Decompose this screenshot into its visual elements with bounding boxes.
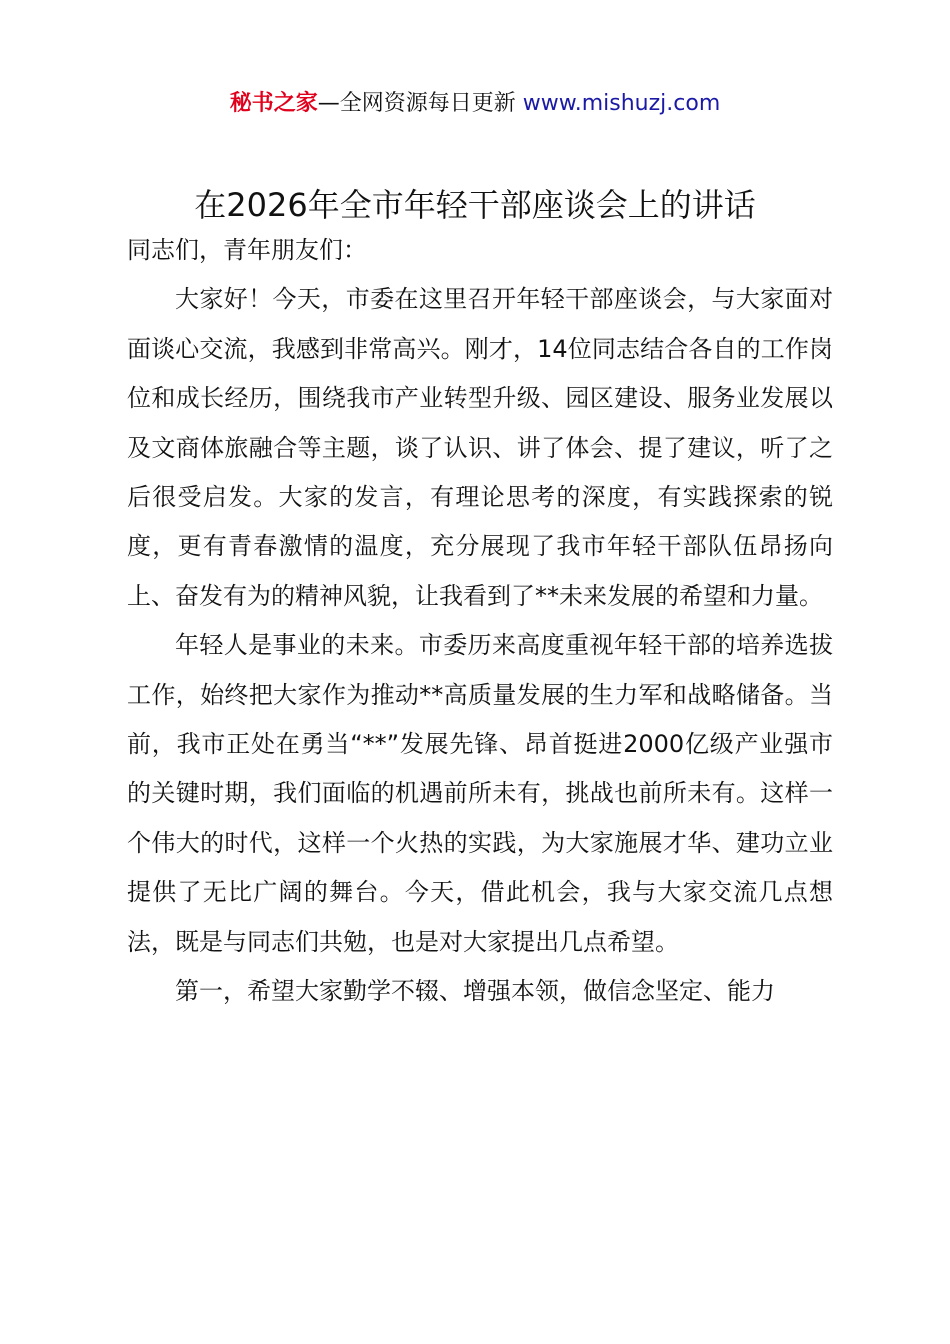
site-header — [0, 86, 950, 122]
paragraph-2: 年轻人是事业的未来。市委历来高度重视年轻干部的培养选拔工作，始终把大家作为推动**高质量发展的生力军和战略储备。当前，我市正处在勇当“**”发展先锋、昂首挺进2000亿级产业强市的关键时期，我们面临的机遇前所未有，挑战也前所未有。这样一个伟大的时代，这样一个火热的实践，为大家施展才华、建功立业提供了无比广阔的舞台。今天，借此机会，我与大家交流几点想法，既是与同志们共勉，也是对大家提出几点希望。 — [127, 631, 833, 956]
site-url-link[interactable]: www.mishuzj.com — [522, 91, 721, 116]
header-tagline: —全网资源每日更新 — [317, 91, 516, 116]
paragraph-1: 大家好！今天，市委在这里召开年轻干部座谈会，与大家面对面谈心交流，我感到非常高兴。刚才，14位同志结合各自的工作岗位和成长经历，围绕我市产业转型升级、园区建设、服务业发展以及文商体旅融合等主题，谈了认识、讲了体会、提了建议，听了之后很受启发。大家的发言，有理论思考的深度，有实践探索的锐度，更有青春激情的温度，充分展现了我市年轻干部队伍昂扬向上、奋发有为的精神风貌，让我看到了**未来发展的希望和力量。 — [127, 285, 833, 610]
brand-name: 秘书之家 — [229, 91, 318, 116]
paragraph-3: 第一，希望大家勤学不辍、增强本领，做信念坚定、能力 — [175, 977, 775, 1006]
document-body — [127, 226, 833, 1017]
salutation: 同志们，青年朋友们： — [127, 236, 367, 264]
document-title: 在2026年全市年轻干部座谈会上的讲话 — [194, 186, 756, 224]
